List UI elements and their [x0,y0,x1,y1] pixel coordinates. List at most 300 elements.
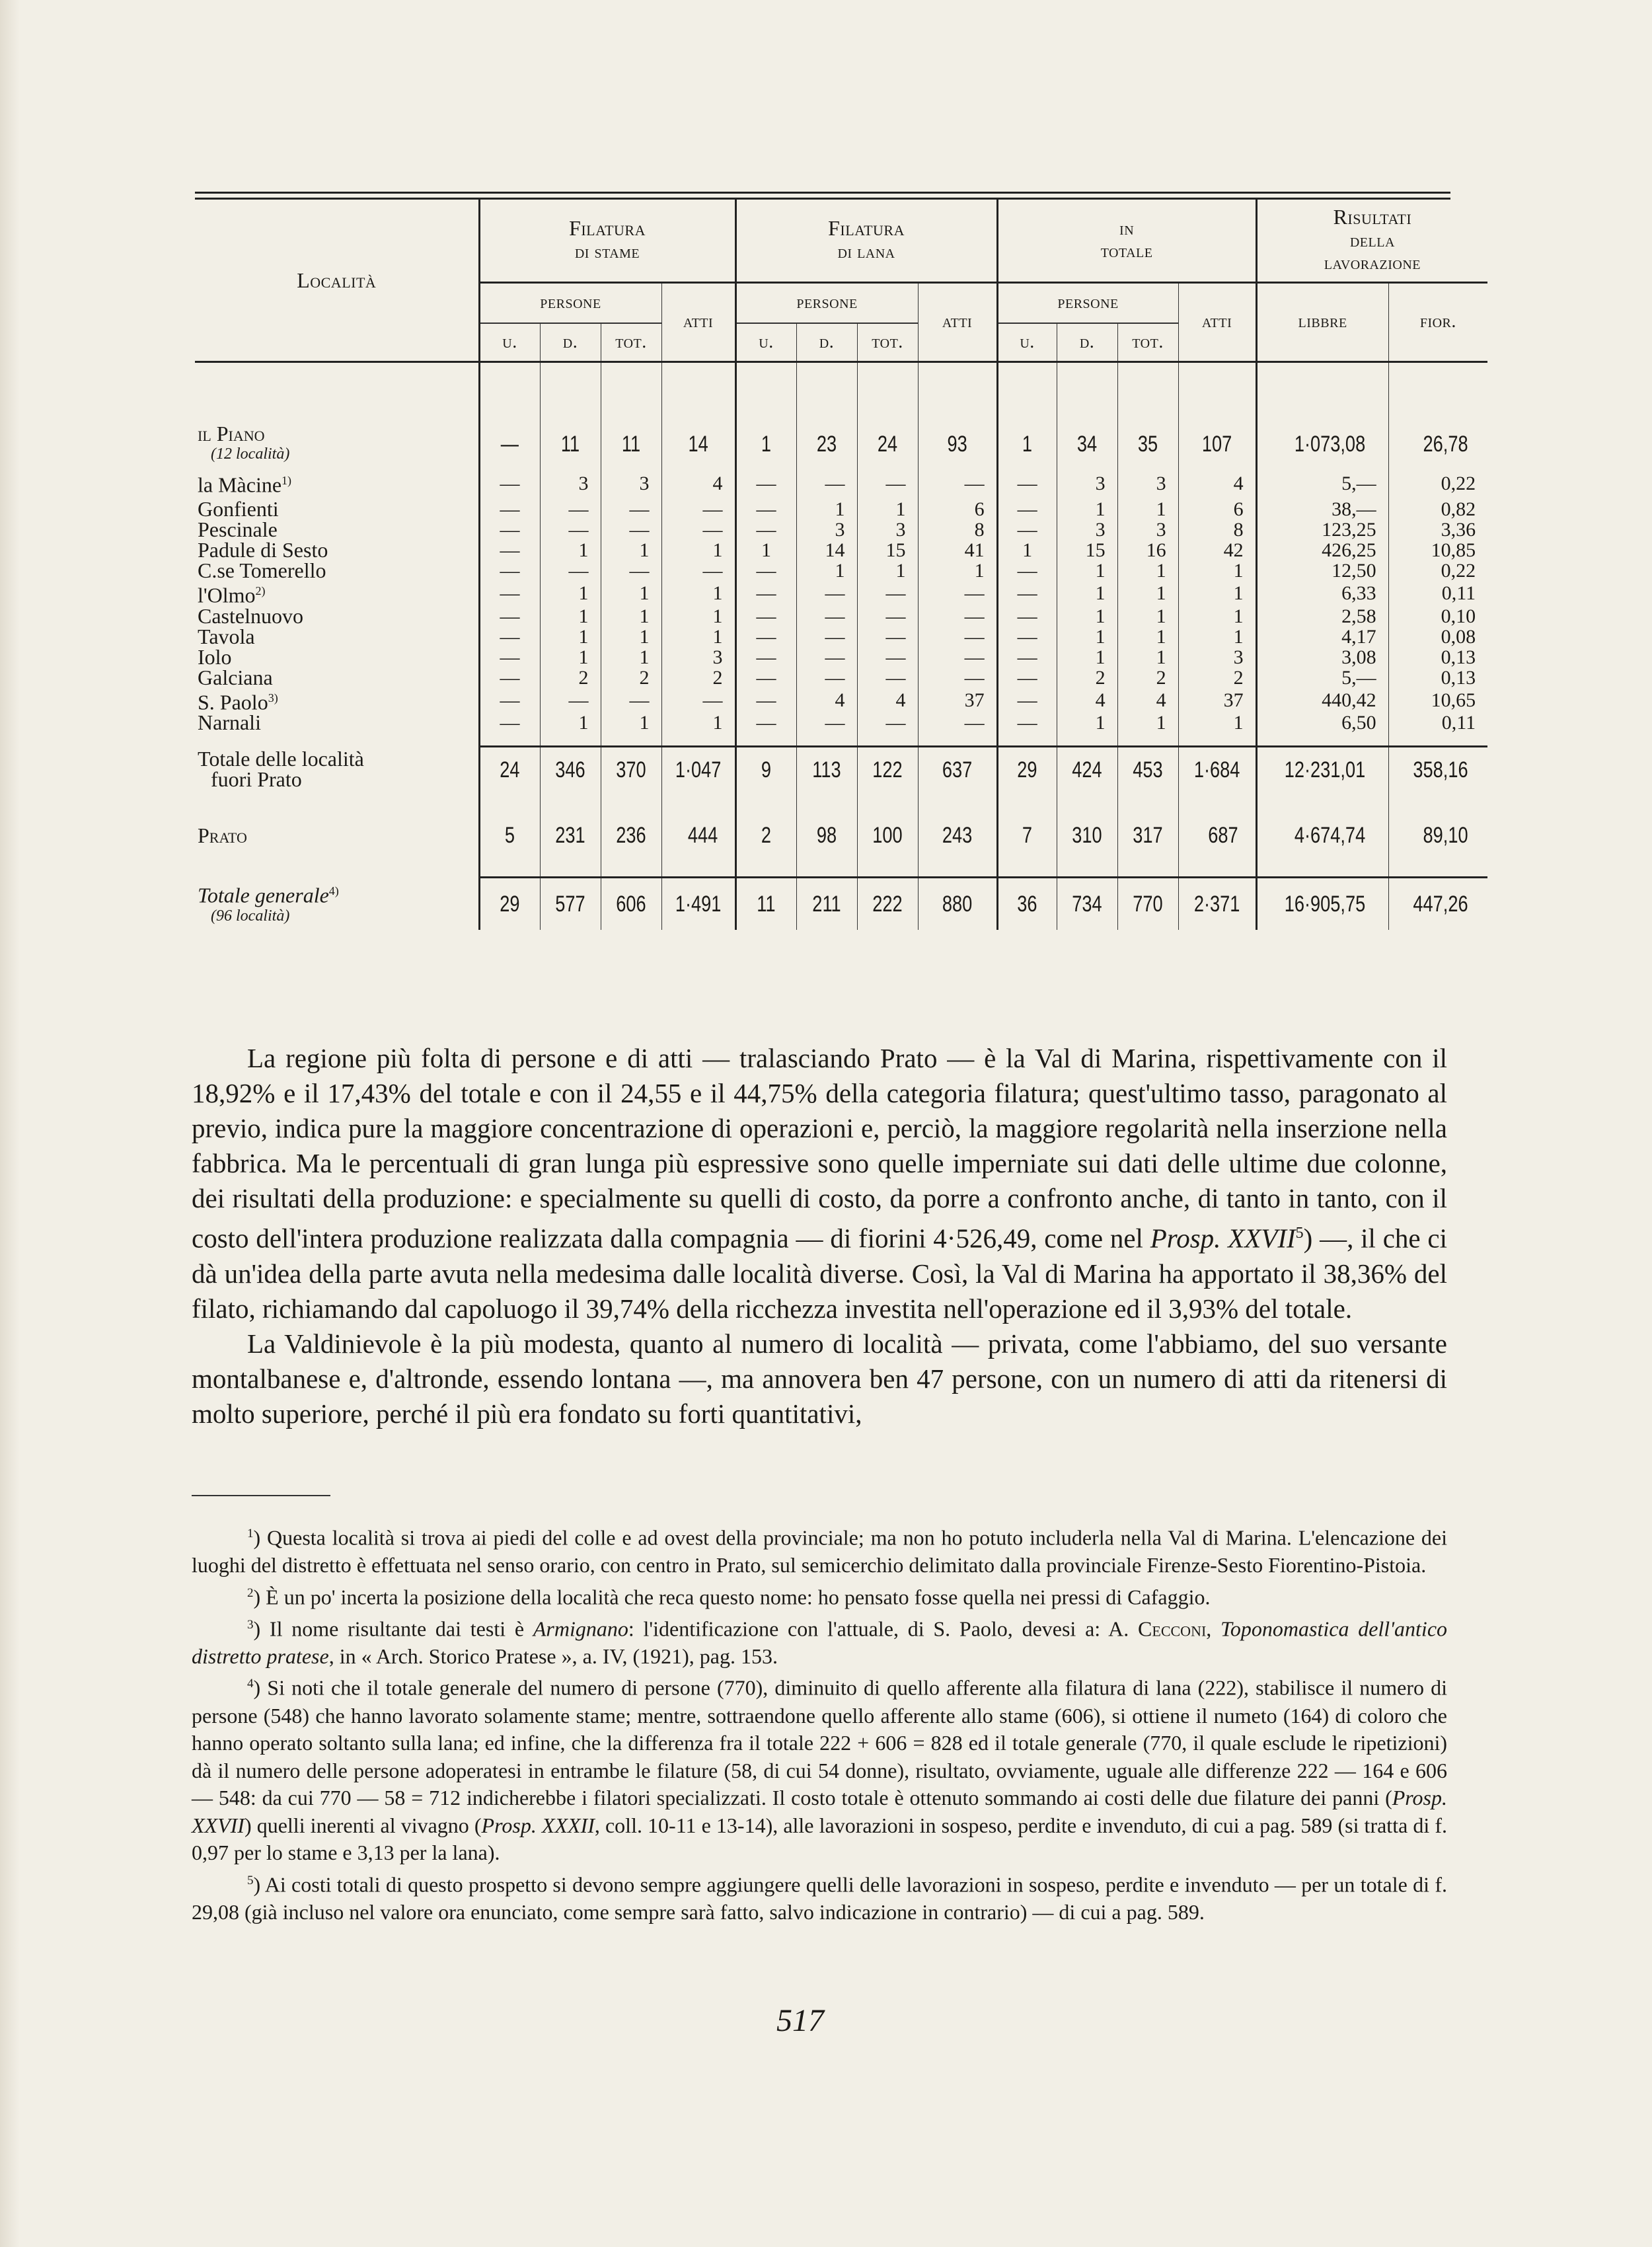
cell: 107 [1186,421,1248,467]
cell: 231 [546,812,595,858]
spacer-row [195,858,1487,877]
cell: 38,— [1256,499,1388,519]
cell: 29 [485,877,534,930]
cell: 1 [1057,606,1117,627]
cell: 3,08 [1256,647,1388,667]
cell: — [857,467,918,499]
cell: 1 [1057,712,1117,733]
cell: 6,33 [1256,581,1388,606]
cell: 2 [601,667,661,688]
cell: — [735,581,796,606]
cell: 3 [857,519,918,540]
cell: 4 [661,467,735,499]
cell: — [997,712,1057,733]
cell: 7 [1003,812,1051,858]
cell: 243 [926,812,989,858]
page-number: 517 [776,2003,824,2038]
cell: 1 [1117,581,1178,606]
cell: — [796,467,857,499]
total-label: Totale delle località [198,747,364,771]
paragraph-1 [192,1041,1447,1326]
cell: — [661,519,735,540]
header-persone: persone [735,282,918,323]
footnote-ref: 3) [268,691,278,705]
table-row [195,688,1487,713]
cell: — [735,606,796,627]
cell: 3 [1117,519,1178,540]
cell: 424 [1063,746,1111,792]
cell: 1·684 [1186,746,1248,792]
cell: 1 [1178,560,1256,581]
locality-note: (12 località) [211,445,290,463]
cell: 606 [607,877,656,930]
header-localita: Località [195,200,479,362]
footnote-text: ) quelli inerenti al vivagno ( [244,1813,482,1837]
cell: 3 [1117,467,1178,499]
cell: 1 [540,712,601,733]
cell: 1 [540,627,601,647]
cell: — [601,499,661,519]
cell: — [540,519,601,540]
footnote-3 [192,1611,1447,1671]
cell: — [997,606,1057,627]
cell: — [857,647,918,667]
footnote-ref: 2) [255,584,266,597]
cell: 1 [601,581,661,606]
cell: — [735,467,796,499]
cell: 1 [1057,499,1117,519]
header-sublabel: di lana [837,242,895,263]
cell: 1 [735,540,796,560]
row-label [195,812,479,858]
cell: 1 [661,581,735,606]
header-tot: tot. [857,323,918,362]
cell: 447,26 [1398,877,1478,930]
footnote-text: ) Il nome risultante dai testi è [253,1617,533,1641]
cell: — [479,581,540,606]
cell: 236 [607,812,656,858]
cell: — [479,560,540,581]
header-label: in [1119,218,1135,239]
cell: 11 [607,421,656,467]
cell: 426,25 [1256,540,1388,560]
cell: 0,11 [1388,712,1487,733]
table-row-prato [195,812,1487,858]
header-label: Filatura [569,216,646,241]
cell: 1 [796,560,857,581]
cell: — [661,560,735,581]
cell: 4 [1178,467,1256,499]
cell: 2 [1178,667,1256,688]
cell: 1 [661,540,735,560]
locality-note: (96 località) [211,907,290,925]
footnote-mark: 3 [247,1617,254,1632]
cell: 1 [1178,606,1256,627]
cell: — [661,499,735,519]
table-top-rule [195,192,1450,194]
cell: 358,16 [1398,746,1478,792]
table-row [195,647,1487,667]
footnote-italic: Armignano [533,1617,628,1641]
cell: — [997,581,1057,606]
cell: 6,50 [1256,712,1388,733]
locality-name: Padule di Sesto [198,538,328,562]
cell: 36 [1003,877,1051,930]
locality-name: S. Paolo [198,690,268,714]
footnote-text: ) È un po' incerta la posizione della località che reca questo nome: ho pensato fosse quella nei pressi di Cafaggio. [253,1585,1211,1609]
cell: 1·047 [669,746,728,792]
row-label [195,421,479,467]
cell: — [918,667,997,688]
cell: 2 [661,667,735,688]
cell: — [601,560,661,581]
cell: 5,— [1256,467,1388,499]
cell: 123,25 [1256,519,1388,540]
cell: — [479,540,540,560]
table-row-piano [195,421,1487,467]
row-label [195,746,479,792]
total-label: Totale generale [198,883,329,907]
footnote-2 [192,1580,1447,1611]
cell: 98 [802,812,851,858]
cell: 4 [857,688,918,713]
footnote-1 [192,1520,1447,1580]
header-d: d. [796,323,857,362]
cell: — [918,647,997,667]
header-filatura-stame [479,200,735,282]
table-row [195,499,1487,519]
cell: — [735,667,796,688]
cell: 8 [918,519,997,540]
header-libbre: libbre [1256,282,1388,362]
locality-name: Pescinale [198,517,278,541]
cell: 3,36 [1388,519,1487,540]
row-label [195,688,479,713]
row-label [195,877,479,930]
cell: — [479,667,540,688]
cell: 4,17 [1256,627,1388,647]
cell: 3 [661,647,735,667]
footnote-ref: 4) [328,884,339,897]
cell: 14 [796,540,857,560]
cell: 1 [1057,581,1117,606]
locality-name: Prato [198,823,247,847]
cell: 0,13 [1388,647,1487,667]
cell: 1 [1117,647,1178,667]
cell: 3 [1057,467,1117,499]
cell: — [857,712,918,733]
header-atti: atti [1178,282,1256,362]
row-label [195,624,479,648]
cell: 3 [1057,519,1117,540]
cell: 0,22 [1388,560,1487,581]
cell: 1 [1057,627,1117,647]
cell: 1 [857,499,918,519]
cell: — [857,667,918,688]
table-row [195,540,1487,560]
cell: 4·674,74 [1269,812,1375,858]
body-text [192,1041,1447,1431]
cell: 1 [1178,712,1256,733]
cell: 0,10 [1388,606,1487,627]
cell: 42 [1178,540,1256,560]
cell: — [997,467,1057,499]
cell: 1 [1117,712,1178,733]
table-row [195,581,1487,606]
cell: 1 [1117,606,1178,627]
header-d: d. [1057,323,1117,362]
row-label [195,519,479,540]
header-label: Filatura [828,216,905,241]
cell: 24 [863,421,912,467]
footnote-ref: 5 [1295,1225,1304,1242]
cell: 8 [1178,519,1256,540]
cell: 453 [1123,746,1172,792]
cell: 346 [546,746,595,792]
cell: — [601,519,661,540]
cell: 687 [1186,812,1248,858]
cell: — [540,499,601,519]
footnote-text: ) Ai costi totali di questo prospetto si devono sempre aggiungere quelli delle lavorazioni in sospeso, perdite e invenduto — per un totale di f. 29,08 (già incluso nel valore ora enunciato, come sempre sarà fatto, salvo indicazione in contrario) — di cui a pag. 589. [192,1872,1447,1924]
cell: 3 [601,467,661,499]
cell: 16 [1117,540,1178,560]
cell: 34 [1063,421,1111,467]
cell: 122 [863,746,912,792]
table-row [195,627,1487,647]
cell: 24 [485,746,534,792]
table-row-totale-generale [195,877,1487,930]
cell: 1 [1003,421,1051,467]
cell: 1 [1057,560,1117,581]
cell: 0,11 [1388,581,1487,606]
cell: — [918,627,997,647]
cell: 444 [669,812,728,858]
cell: — [857,606,918,627]
cell: 1 [540,606,601,627]
cell: 1 [601,627,661,647]
prospectus-table [195,192,1476,930]
cell: 6 [1178,499,1256,519]
cell: 15 [1057,540,1117,560]
table-row [195,560,1487,581]
cell: 9 [741,746,790,792]
footnote-text: : l'identificazione con l'attuale, di S. Paolo, devesi a: A. [628,1617,1139,1641]
row-label [195,667,479,688]
header-in-totale [997,200,1256,282]
footnote-text: , in « Arch. Storico Pratese », a. IV, (1921), pag. 153. [328,1644,778,1668]
cell: 317 [1123,812,1172,858]
cell: 37 [1178,688,1256,713]
cell: 1 [796,499,857,519]
locality-name: Galciana [198,665,273,689]
footnote-italic: Prosp. XXXII [481,1813,595,1837]
cell: 29 [1003,746,1051,792]
footnote-ref: 1) [282,474,292,488]
cell: 1 [1117,627,1178,647]
paragraph-2: La Valdinievole è la più modesta, quanto al numero di località — privata, come l'abbiamo, del suo versante montalbanese e, d'altronde, essendo lontana —, ma annovera ben 47 persone, con un numero di atti da ritenersi di molto superiore, perché il più era fondato su forti quantitativi, [192,1328,1447,1429]
cell: — [735,499,796,519]
header-tot: tot. [601,323,661,362]
cell: 1·491 [669,877,728,930]
locality-name: la Màcine [198,473,282,497]
cell: — [796,581,857,606]
header-u: u. [479,323,540,362]
cell: — [479,467,540,499]
cell: 637 [926,746,989,792]
cell: — [479,627,540,647]
cell: 0,13 [1388,667,1487,688]
cell: — [857,581,918,606]
footnote-4 [192,1670,1447,1866]
header-d: d. [540,323,601,362]
row-label [195,499,479,519]
cell: 1 [601,647,661,667]
footnote-italic: Toponomastica dell'antico distretto pratese [192,1617,1448,1668]
cell: 211 [802,877,851,930]
cell: 1 [540,581,601,606]
locality-name: l'Olmo [198,583,256,607]
cell: — [918,606,997,627]
cell: 4 [1057,688,1117,713]
cell: — [479,519,540,540]
cell: — [796,712,857,733]
cell: 2 [1057,667,1117,688]
cell: 12,50 [1256,560,1388,581]
cell: 0,08 [1388,627,1487,647]
locality-name: Iolo [198,644,232,669]
table-row [195,467,1487,499]
header-sublabel: totale [1100,241,1153,262]
cell: 1 [1117,499,1178,519]
cell: 100 [863,812,912,858]
locality-name: Gonfienti [198,497,279,521]
cell: 222 [863,877,912,930]
cell: 734 [1063,877,1111,930]
cell: 1 [857,560,918,581]
cell: — [997,499,1057,519]
footnote-text: ) Questa località si trova ai piedi del colle e ad ovest della provinciale; ma non ho potuto includerla nella Val di Marina. L'elencazione dei luoghi del distretto è effettuata nel senso orario, con centro in Prato, sul semicerchio delimitato dalla provinciale Firenze-Sesto Fiorentino-Pistoia. [192,1525,1447,1578]
cell: 16·905,75 [1269,877,1375,930]
row-label [195,560,479,581]
cell: — [735,627,796,647]
cell: — [479,712,540,733]
footnote-separator [192,1495,330,1496]
paragraph-text: ) —, il che ci dà un'idea della parte avuta nella medesima dalle località diverse. Così, la Val di Marina ha apportato il 38,36% del filato, richiamando dal capoluogo il 39,74% della ricchezza investita nell'operazione ed il 3,93% del totale. [192,1223,1447,1324]
header-label: Risultati [1333,205,1412,229]
cell: 1 [1117,560,1178,581]
table-row [195,606,1487,627]
cell: 6 [918,499,997,519]
cell: — [997,647,1057,667]
cell: 4 [1117,688,1178,713]
header-atti: atti [918,282,997,362]
prospectus-reference: Prosp. XXVII [1150,1223,1296,1254]
cell: 10,85 [1388,540,1487,560]
cell: — [540,688,601,713]
footnote-mark: 2 [247,1585,254,1600]
cell: 1 [601,606,661,627]
cell: 93 [926,421,989,467]
cell: 3 [796,519,857,540]
cell: — [735,560,796,581]
cell: 1 [1178,581,1256,606]
data-table [195,200,1487,930]
cell: — [918,712,997,733]
cell: 26,78 [1398,421,1478,467]
header-sublabel: lavorazione [1324,253,1421,274]
cell: 2 [1117,667,1178,688]
cell: 1 [741,421,790,467]
locality-name: C.se Tomerello [198,558,326,582]
cell: — [479,688,540,713]
cell: — [796,627,857,647]
locality-name: Narnali [198,710,261,735]
locality-name: Castelnuovo [198,603,303,628]
table-body [195,362,1487,930]
cell: 5,— [1256,667,1388,688]
cell: — [735,712,796,733]
header-sublabel: della [1349,231,1395,252]
cell: 440,42 [1256,688,1388,713]
header-filatura-lana [735,200,997,282]
footnote-mark: 4 [247,1677,254,1691]
footnote-5 [192,1867,1447,1926]
cell: — [479,647,540,667]
cell: — [540,560,601,581]
table-row [195,712,1487,733]
cell: — [601,688,661,713]
row-label [195,581,479,606]
locality-name: Tavola [198,624,255,648]
cell: — [735,688,796,713]
spacer-row [195,792,1487,812]
cell: — [796,667,857,688]
header-u: u. [735,323,796,362]
row-label [195,467,479,499]
cell: — [997,627,1057,647]
cell: 310 [1063,812,1111,858]
row-label [195,603,479,628]
row-label [195,712,479,733]
spacer-row [195,733,1487,746]
cell: 1 [601,712,661,733]
row-label [195,644,479,669]
header-tot: tot. [1117,323,1178,362]
cell: 370 [607,746,656,792]
cell: — [796,647,857,667]
locality-name: il Piano [198,422,265,445]
cell: — [735,647,796,667]
cell: 2 [741,812,790,858]
cell: 577 [546,877,595,930]
cell: — [479,606,540,627]
cell: 1 [918,560,997,581]
cell: 3 [1178,647,1256,667]
cell: — [997,519,1057,540]
cell: 12·231,01 [1269,746,1375,792]
cell: 2,58 [1256,606,1388,627]
cell: 14 [669,421,728,467]
table-row-totale-fuori-prato [195,746,1487,792]
cell: — [796,606,857,627]
total-label: fuori Prato [211,767,302,792]
header-atti: atti [661,282,735,362]
footnotes [192,1520,1447,1926]
cell: 23 [802,421,851,467]
cell: 11 [546,421,595,467]
footnote-mark: 5 [247,1873,254,1887]
cell: 2 [540,667,601,688]
